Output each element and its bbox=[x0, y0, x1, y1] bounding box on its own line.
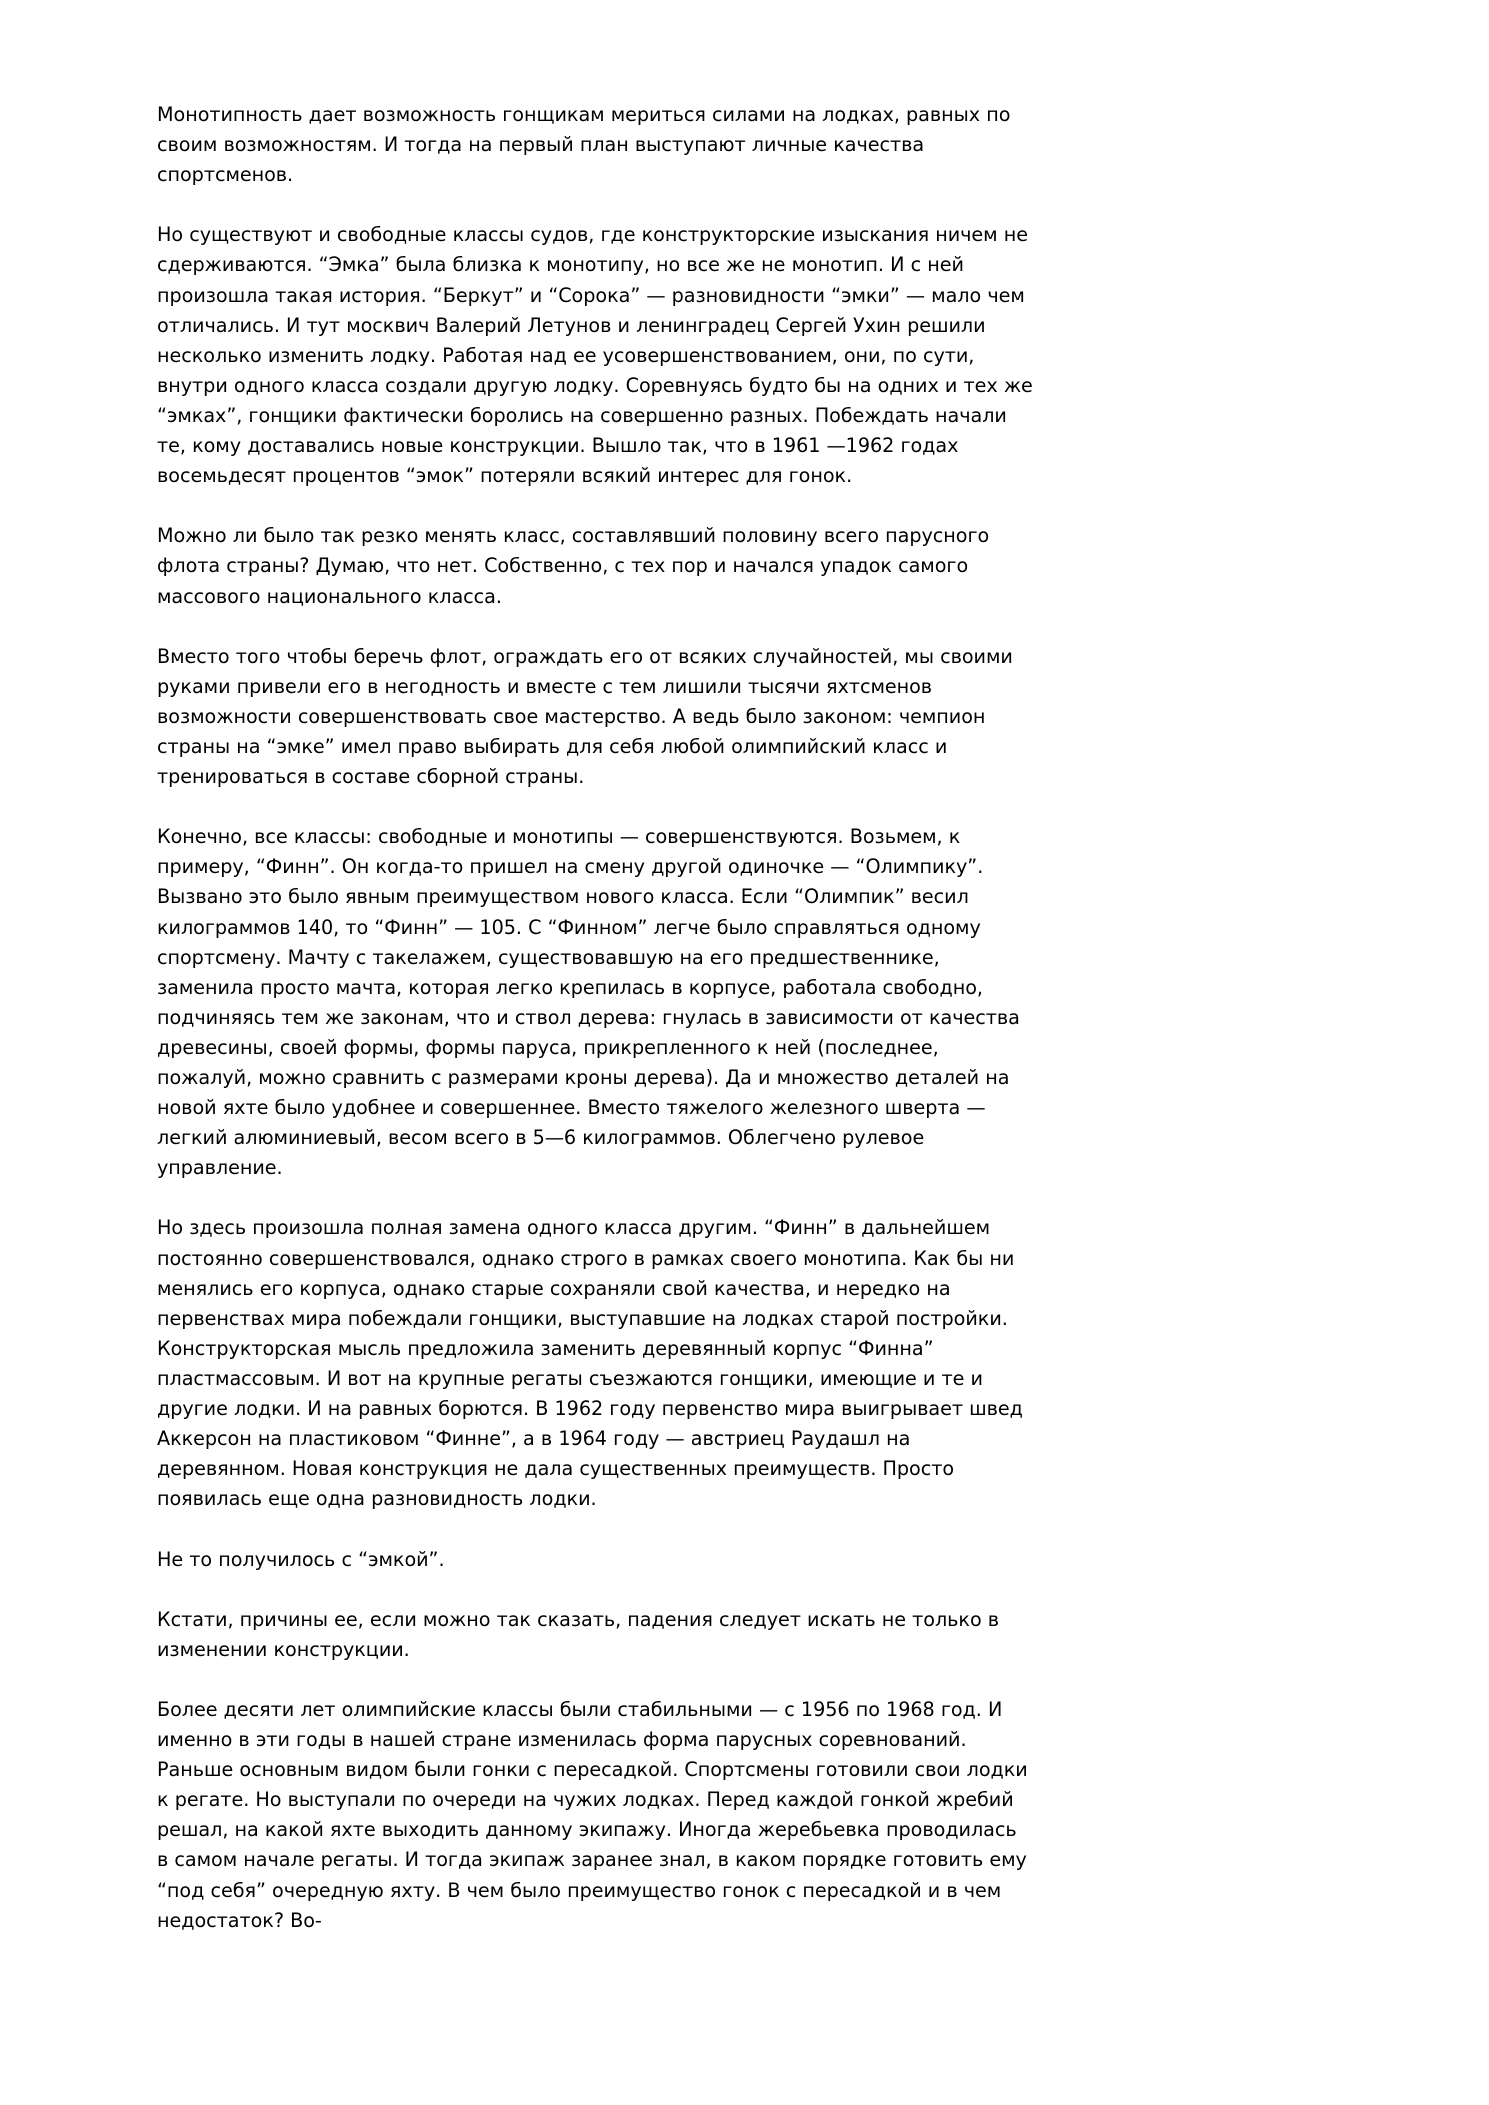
paragraph: Конечно, все классы: свободные и монотипы — совершенствуются. Возьмем, к примеру, “Финн”. Он когда-то пришел на смену другой одиночке — “Олимпику”. Вызвано это было явным преимуществом нового класса. Если “Олимпик” весил килограммов 140, то “Финн” — 105. С “Финном” легче было справляться одному спортсмену. Мачту с такелажем, существовавшую на его предшественнике, заменила просто мачта, которая легко крепилась в корпусе, работала свободно, подчиняясь тем же законам, что и ствол дерева: гнулась в зависимости от качества древесины, своей формы, формы паруса, прикрепленного к ней (последнее, пожалуй, можно сравнить с размерами кроны дерева). Да и множество деталей на новой яхте было удобнее и совершеннее. Вместо тяжелого железного шверта — легкий алюминиевый, весом всего в 5—6 килограммов. Облегчено рулевое управление. bbox=[157, 825, 1020, 1180]
paragraph: Но существуют и свободные классы судов, где конструкторские изыскания ничем не сдерживаются. “Эмка” была близка к монотипу, но все же не монотип. И с ней произошла такая история. “Беркут” и “Сорока” — разновидности “эмки” — мало чем отличались. И тут москвич Валерий Летунов и ленинградец Сергей Ухин решили несколько изменить лодку. Работая над ее усовершенствованием, они, по сути, внутри одного класса создали другую лодку. Соревнуясь будто бы на одних и тех же “эмках”, гонщики фактически боролись на совершенно разных. Побеждать начали те, кому доставались новые конструкции. Вышло так, что в 1961 —1962 годах восемьдесят процентов “эмок” потеряли всякий интерес для гонок. bbox=[157, 223, 1033, 488]
paragraph: Не то получилось с “эмкой”. bbox=[157, 1547, 445, 1571]
paragraph: Можно ли было так резко менять класс, составлявший половину всего парусного флота страны? Думаю, что нет. Собственно, с тех пор и начался упадок самого массового национального класса. bbox=[157, 524, 990, 608]
paragraph: Более десяти лет олимпийские классы были стабильными — с 1956 по 1968 год. И именно в эти годы в нашей стране изменилась форма парусных соревнований. Раньше основным видом были гонки с пересадкой. Спортсмены готовили свои лодки к регате. Но выступали по очереди на чужих лодках. Перед каждой гонкой жребий решал, на какой яхте выходить данному экипажу. Иногда жеребьевка проводилась в самом начале регаты. И тогда экипаж заранее знал, в каком порядке готовить ему “под себя” очередную яхту. В чем было преимущество гонок с пересадкой и в чем недостаток? Во- bbox=[157, 1697, 1028, 1932]
text-column bbox=[157, 100, 1033, 1936]
paragraph: Монотипность дает возможность гонщикам мериться силами на лодках, равных по своим возможностям. И тогда на первый план выступают личные качества спортсменов. bbox=[157, 103, 1011, 187]
paragraph: Вместо того чтобы беречь флот, ограждать его от всяких случайностей, мы своими руками привели его в негодность и вместе с тем лишили тысячи яхтсменов возможности совершенствовать свое мастерство. А ведь было законом: чемпион страны на “эмке” имел право выбирать для себя любой олимпийский класс и тренироваться в составе сборной страны. bbox=[157, 644, 1013, 789]
paragraph: Но здесь произошла полная замена одного класса другим. “Финн” в дальнейшем постоянно совершенствовался, однако строго в рамках своего монотипа. Как бы ни менялись его корпуса, однако старые сохраняли свой качества, и нередко на первенствах мира побеждали гонщики, выступавшие на лодках старой постройки. Конструкторская мысль предложила заменить деревянный корпус “Финна” пластмассовым. И вот на крупные регаты съезжаются гонщики, имеющие и те и другие лодки. И на равных борются. В 1962 году первенство мира выигрывает швед Аккерсон на пластиковом “Финне”, а в 1964 году — австриец Раудашл на деревянном. Новая конструкция не дала существенных преимуществ. Просто появилась еще одна разновидность лодки. bbox=[157, 1216, 1023, 1511]
paragraph: Кстати, причины ее, если можно так сказать, падения следует искать не только в изменении конструкции. bbox=[157, 1607, 1000, 1661]
